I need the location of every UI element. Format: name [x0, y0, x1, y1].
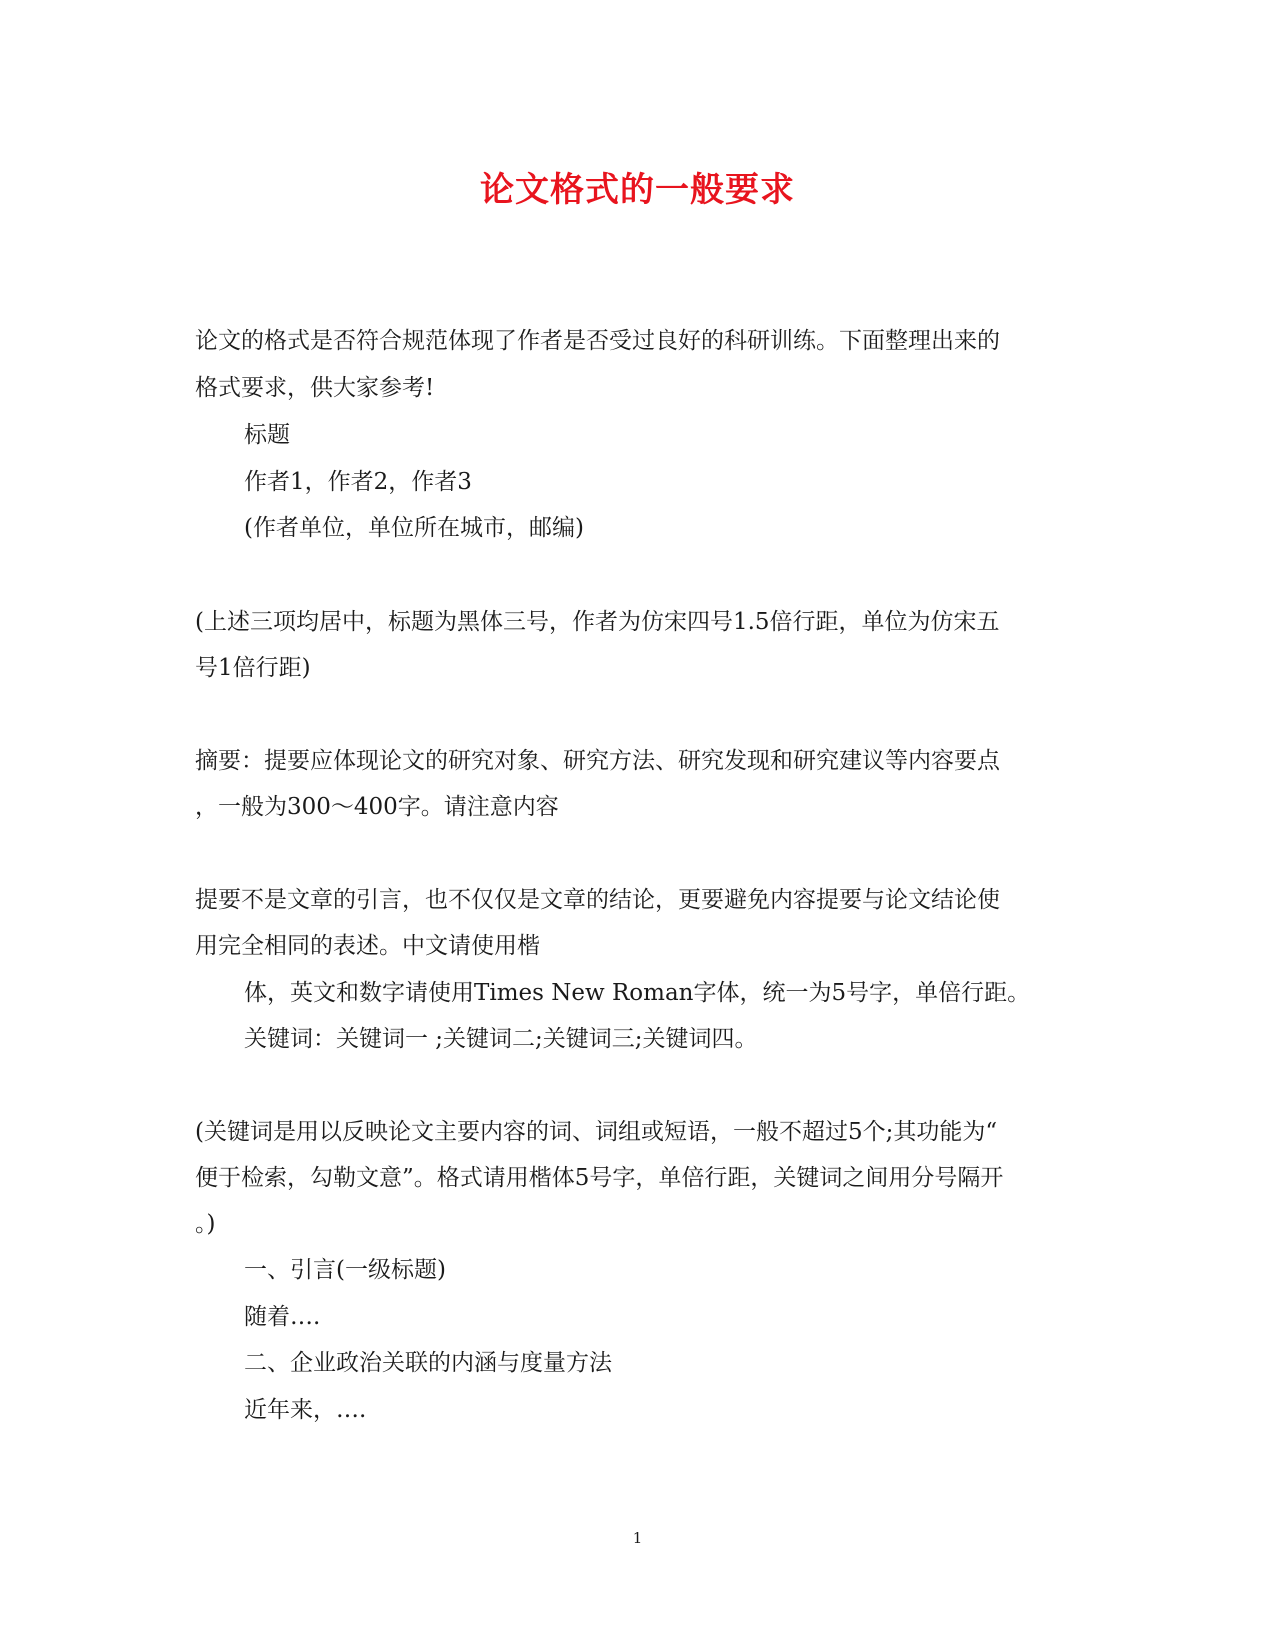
paragraph-line: 作者1，作者2，作者3 [244, 469, 472, 495]
paragraph-line: 提要不是文章的引言，也不仅仅是文章的结论，更要避免内容提要与论文结论使 [195, 887, 1000, 913]
paragraph-line: (作者单位，单位所在城市，邮编) [244, 515, 584, 541]
paragraph-line: 号1倍行距) [195, 655, 311, 681]
paragraph-line: 摘要：提要应体现论文的研究对象、研究方法、研究发现和研究建议等内容要点 [195, 748, 1000, 774]
paragraph-line: 。) [195, 1211, 216, 1237]
paragraph-line: 标题 [244, 422, 290, 448]
paragraph-line: (上述三项均居中，标题为黑体三号，作者为仿宋四号1.5倍行距，单位为仿宋五 [195, 609, 1000, 635]
paragraph-line: 随着…. [244, 1304, 321, 1330]
section-heading: 二、企业政治关联的内涵与度量方法 [244, 1350, 612, 1376]
section-heading: 一、引言(一级标题) [244, 1257, 446, 1283]
paragraph-line: 便于检索，勾勒文意”。格式请用楷体5号字，单倍行距，关键词之间用分号隔开 [195, 1165, 1004, 1191]
page-number: 1 [632, 1529, 643, 1547]
paragraph-line: 体，英文和数字请使用Times New Roman字体，统一为5号字，单倍行距。 [244, 980, 1031, 1006]
paragraph-line: 用完全相同的表述。中文请使用楷 [195, 933, 540, 959]
paragraph-line: (关键词是用以反映论文主要内容的词、词组或短语，一般不超过5个;其功能为“ [195, 1119, 998, 1145]
paragraph-line: 关键词：关键词一 ;关键词二;关键词三;关键词四。 [244, 1026, 758, 1052]
paragraph-line: 论文的格式是否符合规范体现了作者是否受过良好的科研训练。下面整理出来的 [195, 328, 1000, 354]
document-title: 论文格式的一般要求 [480, 170, 795, 210]
paragraph-line: ，一般为300～400字。请注意内容 [195, 794, 559, 820]
paragraph-line: 格式要求，供大家参考! [195, 375, 435, 401]
paragraph-line: 近年来，…. [244, 1397, 367, 1423]
